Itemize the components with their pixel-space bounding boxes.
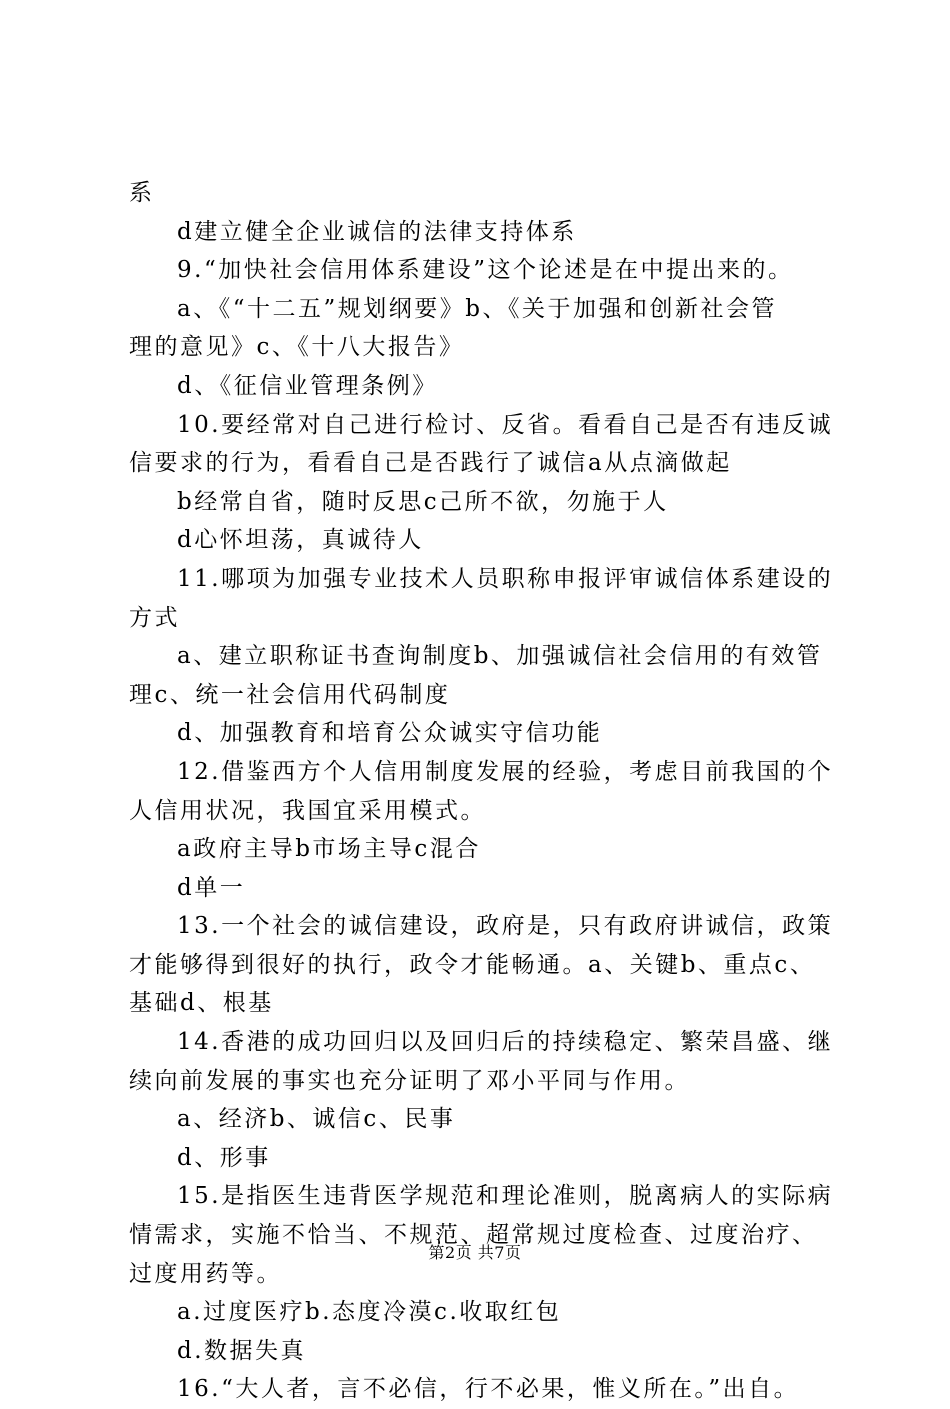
text-line: 信要求的行为，看看自己是否践行了诚信a从点滴做起	[129, 450, 732, 477]
text-line: 13.一个社会的诚信建设，政府是，只有政府讲诚信，政策	[177, 913, 834, 940]
text-line: 基础d、根基	[129, 990, 274, 1017]
text-line: d心怀坦荡，真诚待人	[177, 527, 424, 554]
text-line: 才能够得到很好的执行，政令才能畅通。a、关键b、重点c、	[129, 951, 816, 978]
text-line: 方式	[129, 604, 180, 631]
text-line: 理c、统一社会信用代码制度	[129, 681, 451, 708]
text-line: 情需求，实施不恰当、不规范、超常规过度检查、过度治疗、	[129, 1222, 818, 1249]
text-line: 14.香港的成功回归以及回归后的持续稳定、繁荣昌盛、继	[177, 1029, 834, 1056]
text-line: d、加强教育和培育公众诚实守信功能	[177, 720, 603, 747]
text-line: 续向前发展的事实也充分证明了邓小平同与作用。	[129, 1067, 690, 1094]
text-line: 12.借鉴西方个人信用制度发展的经验，考虑目前我国的个	[177, 758, 834, 785]
text-line: d、形事	[177, 1144, 271, 1171]
text-line: 9.“加快社会信用体系建设”这个论述是在中提出来的。	[177, 257, 794, 284]
text-line: 15.是指医生违背医学规范和理论准则，脱离病人的实际病	[177, 1183, 834, 1210]
text-line: 16.“大人者，言不必信，行不必果，惟义所在。”出自。	[177, 1376, 800, 1403]
document-body	[129, 174, 834, 1409]
text-line: 人信用状况，我国宜采用模式。	[129, 797, 486, 824]
text-line: 系	[129, 180, 155, 206]
text-line: a、建立职称证书查询制度b、加强诚信社会信用的有效管	[177, 643, 823, 670]
text-line: 过度用药等。	[129, 1260, 282, 1287]
text-line: a.过度医疗b.态度冷漠c.收取红包	[177, 1299, 562, 1326]
text-line: b经常自省，随时反思c己所不欲，勿施于人	[177, 488, 669, 515]
text-line: d单一	[177, 874, 246, 901]
text-line: a政府主导b市场主导c混合	[177, 836, 481, 863]
page-footer: 第2页 共7页	[428, 1243, 522, 1262]
text-line: d.数据失真	[177, 1337, 307, 1364]
text-line: d建立健全企业诚信的法律支持体系	[177, 218, 577, 245]
text-line: 11.哪项为加强专业技术人员职称申报评审诚信体系建设的	[177, 565, 834, 592]
text-line: 理的意见》c、《十八大报告》	[129, 334, 465, 361]
text-line: d、《征信业管理条例》	[177, 372, 438, 399]
text-line: 10.要经常对自己进行检讨、反省。看看自己是否有违反诚	[177, 411, 834, 438]
text-line: a、《“十二五”规划纲要》b、《关于加强和创新社会管	[177, 295, 777, 322]
text-line: a、经济b、诚信c、民事	[177, 1106, 456, 1133]
